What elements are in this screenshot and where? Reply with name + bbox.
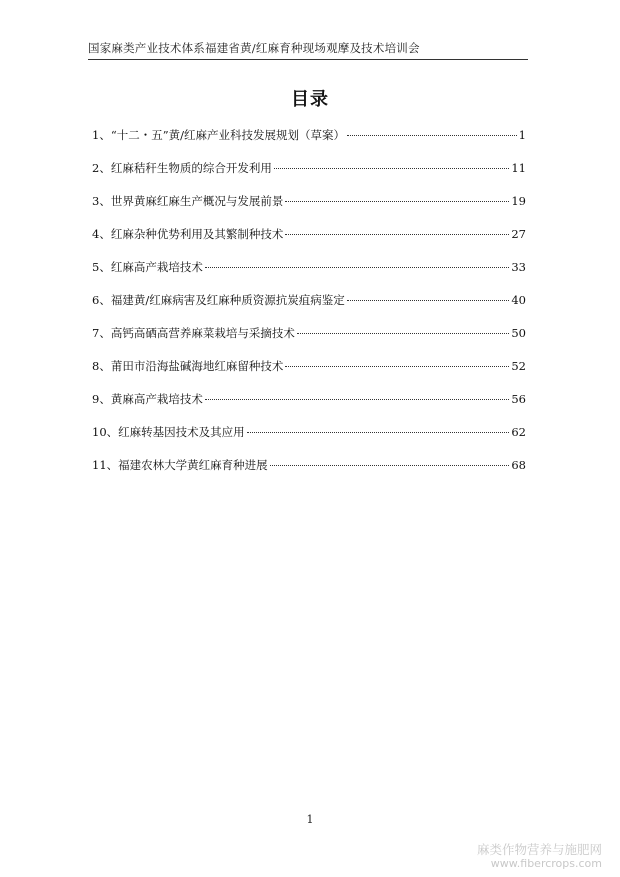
toc-entry-page: 62 — [511, 425, 526, 439]
toc-entry-number: 7、 — [92, 326, 111, 340]
toc-dot-leader — [270, 464, 510, 466]
toc-entry-title: 福建农林大学黄红麻育种进展 — [118, 458, 268, 472]
toc-entry-title: 黄麻高产栽培技术 — [110, 392, 203, 406]
toc-entry-number: 2、 — [92, 161, 111, 175]
toc-entry-page: 11 — [511, 161, 526, 175]
toc-dot-leader — [285, 200, 509, 202]
toc-entry[interactable] — [92, 455, 526, 488]
toc-entry-number: 5、 — [92, 260, 111, 274]
page-number: 1 — [306, 813, 314, 826]
toc-entry-page: 19 — [511, 194, 526, 208]
toc-entry[interactable] — [92, 323, 526, 356]
toc-entry-number: 8、 — [92, 359, 111, 373]
toc-dot-leader — [247, 431, 510, 433]
toc-entry-title: 红麻秸秆生物质的综合开发利用 — [110, 161, 272, 175]
watermark-name: 麻类作物营养与施肥网 — [476, 842, 602, 857]
toc-entry-title: 世界黄麻红麻生产概况与发展前景 — [110, 194, 284, 208]
toc-dot-leader — [347, 134, 517, 136]
toc-dot-leader — [205, 398, 510, 400]
toc-entry-page: 40 — [511, 293, 526, 307]
toc-entry[interactable] — [92, 356, 526, 389]
running-header: 国家麻类产业技术体系福建省黄/红麻育种现场观摩及技术培训会 — [88, 41, 420, 55]
header-rule — [88, 59, 528, 60]
page-title: 目录 — [291, 89, 329, 110]
toc-dot-leader — [274, 167, 510, 169]
toc-entry-number: 6、 — [92, 293, 111, 307]
toc-entry-number: 4、 — [92, 227, 111, 241]
watermark-url: www.fibercrops.com — [490, 857, 602, 870]
toc-entry[interactable] — [92, 422, 526, 455]
toc-entry[interactable] — [92, 290, 526, 323]
watermark — [477, 842, 602, 871]
toc-entry-number: 1、 — [92, 128, 111, 142]
toc-entry-page: 1 — [518, 128, 526, 142]
toc-entry-title: 红麻高产栽培技术 — [110, 260, 203, 274]
toc-entry-title: 红麻转基因技术及其应用 — [118, 425, 245, 439]
toc-entry-number: 10、 — [92, 425, 119, 439]
toc-dot-leader — [297, 332, 510, 334]
table-of-contents — [92, 125, 526, 488]
toc-entry-page: 33 — [511, 260, 526, 274]
toc-dot-leader — [285, 233, 509, 235]
toc-entry-number: 9、 — [92, 392, 111, 406]
toc-entry-title: 高钙高硒高营养麻菜栽培与采摘技术 — [110, 326, 295, 340]
toc-dot-leader — [347, 299, 510, 301]
toc-entry-title: “十二・五”黄/红麻产业科技发展规划（草案） — [110, 128, 345, 142]
toc-entry[interactable] — [92, 125, 526, 158]
toc-entry-page: 52 — [511, 359, 526, 373]
toc-entry-page: 27 — [511, 227, 526, 241]
toc-entry[interactable] — [92, 224, 526, 257]
toc-entry[interactable] — [92, 158, 526, 191]
toc-entry-page: 50 — [511, 326, 526, 340]
toc-entry-title: 红麻杂种优势利用及其繁制种技术 — [110, 227, 284, 241]
toc-entry-page: 68 — [511, 458, 526, 472]
toc-entry-title: 莆田市沿海盐碱海地红麻留种技术 — [110, 359, 284, 373]
toc-entry-title: 福建黄/红麻病害及红麻种质资源抗炭疽病鉴定 — [110, 293, 345, 307]
toc-entry[interactable] — [92, 191, 526, 224]
toc-entry-number: 3、 — [92, 194, 111, 208]
toc-dot-leader — [205, 266, 510, 268]
toc-dot-leader — [285, 365, 509, 367]
toc-entry[interactable] — [92, 389, 526, 422]
toc-entry-number: 11、 — [92, 458, 119, 472]
toc-entry-page: 56 — [511, 392, 526, 406]
toc-entry[interactable] — [92, 257, 526, 290]
